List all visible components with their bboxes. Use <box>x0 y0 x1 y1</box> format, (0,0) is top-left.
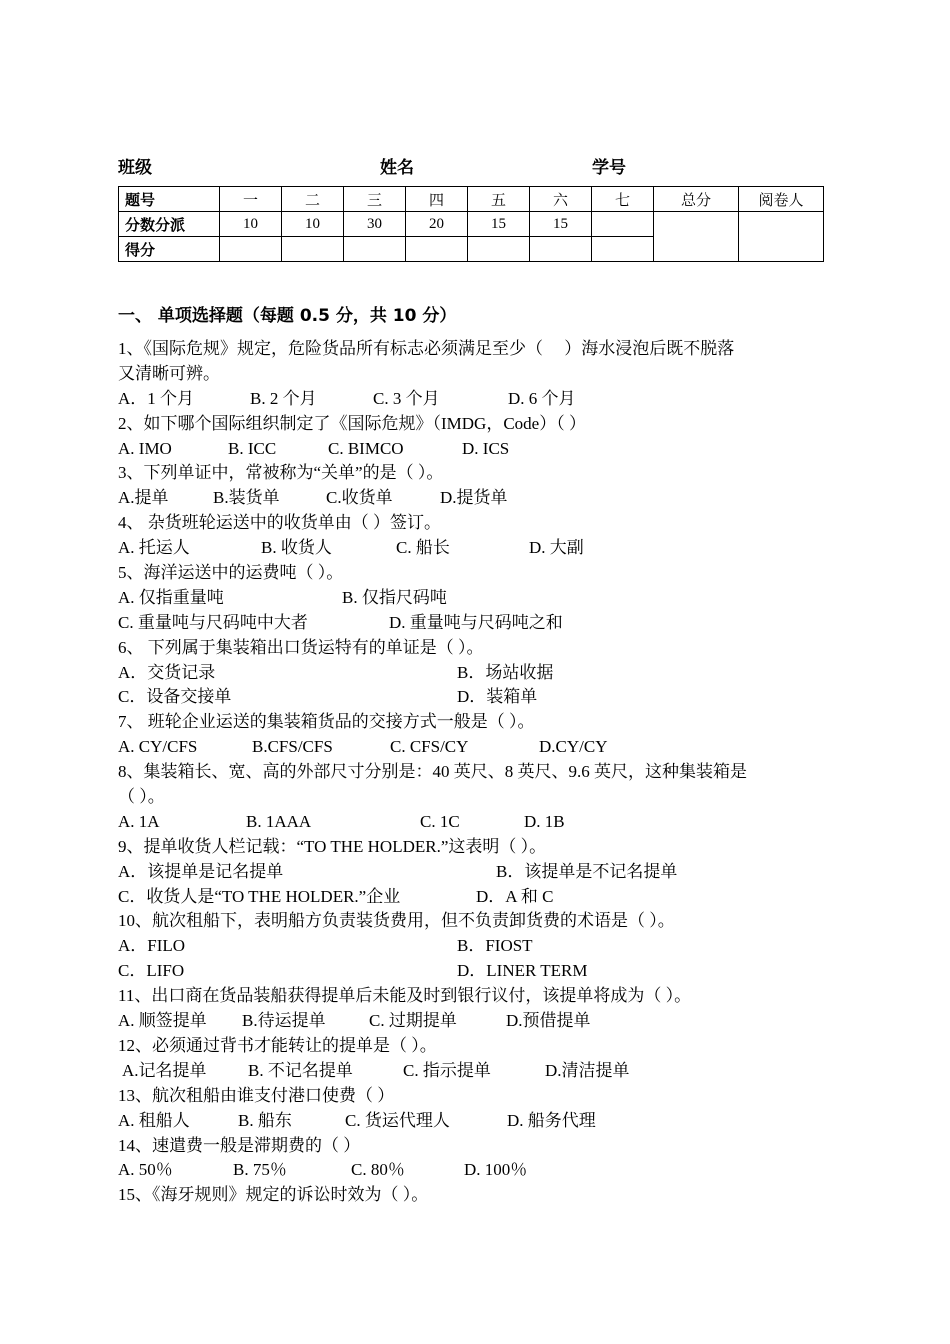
section-title: 一、 单项选择题（每题 0.5 分，共 10 分） <box>118 306 457 326</box>
score-table-header-row <box>119 187 824 212</box>
points-cell: 10 <box>282 212 344 237</box>
student-info-row <box>118 153 838 177</box>
option: A. CY/CFS <box>118 737 198 757</box>
option-row <box>118 536 838 561</box>
earned-label: 得分 <box>119 237 220 262</box>
question-text: 15、《海牙规则》规定的诉讼时效为（ ）。 <box>118 1185 429 1205</box>
column-header: 三 <box>344 187 406 212</box>
option-row <box>118 934 838 959</box>
option-row <box>118 1009 838 1034</box>
option: D.提货单 <box>440 488 508 508</box>
option: C. 80％ <box>351 1160 405 1180</box>
column-header: 六 <box>530 187 592 212</box>
option: C. 3 个月 <box>373 388 440 408</box>
column-header: 七 <box>592 187 654 212</box>
question-text: 6、 下列属于集装箱出口货运特有的单证是（ ）。 <box>118 637 484 657</box>
column-header: 四 <box>406 187 468 212</box>
points-cell: 10 <box>220 212 282 237</box>
option-row <box>118 1109 838 1134</box>
option: C. CFS/CY <box>390 737 469 757</box>
class-label: 班级 <box>118 158 152 178</box>
student-id-label: 学号 <box>592 158 626 178</box>
option-row <box>118 860 838 885</box>
option: A. 顺签提单 <box>118 1011 207 1031</box>
points-cell: 30 <box>344 212 406 237</box>
option-row <box>118 586 838 611</box>
earned-cell <box>406 237 468 262</box>
column-header: 一 <box>220 187 282 212</box>
score-table-points-row <box>119 212 824 237</box>
option-row <box>118 1158 838 1183</box>
option: D.预借提单 <box>506 1011 591 1031</box>
question-text: 9、提单收货人栏记载：“TO THE HOLDER.”这表明（ ）。 <box>118 836 547 856</box>
option-row <box>118 611 838 636</box>
question-list <box>118 337 838 1208</box>
earned-cell <box>592 237 654 262</box>
option-row <box>118 735 838 760</box>
option: D.清洁提单 <box>545 1060 630 1080</box>
option: D．LINER TERM <box>457 961 588 981</box>
option: C. 过期提单 <box>369 1011 457 1031</box>
option: C．设备交接单 <box>118 687 232 707</box>
option: B. 75％ <box>233 1160 287 1180</box>
column-header: 五 <box>468 187 530 212</box>
option: B.待运提单 <box>242 1011 326 1031</box>
option: A．交货记录 <box>118 662 216 682</box>
question-text: 10、航次租船下，表明船方负责装货费用，但不负责卸货费的术语是（ ）。 <box>118 911 675 931</box>
points-cell: 20 <box>406 212 468 237</box>
option: A. 租船人 <box>118 1110 190 1130</box>
earned-cell <box>468 237 530 262</box>
option: B. 仅指尺码吨 <box>342 587 447 607</box>
option-row <box>118 959 838 984</box>
option-row <box>118 810 838 835</box>
option: A.记名提单 <box>122 1060 207 1080</box>
option: D．A 和 C <box>476 886 554 906</box>
option-row <box>118 486 838 511</box>
option-row <box>118 1059 838 1084</box>
points-cell: 15 <box>468 212 530 237</box>
option: B.CFS/CFS <box>252 737 333 757</box>
option: B.装货单 <box>213 488 280 508</box>
option: D. 重量吨与尺码吨之和 <box>389 612 563 632</box>
option: B．该提单是不记名提单 <box>496 861 678 881</box>
option: C. 重量吨与尺码吨中大者 <box>118 612 308 632</box>
earned-cell <box>282 237 344 262</box>
option: D. 大副 <box>529 538 584 558</box>
option: B．FIOST <box>457 936 533 956</box>
option: C. 1C <box>420 811 460 831</box>
option: C．收货人是“TO THE HOLDER.”企业 <box>118 886 401 906</box>
question-text: 5、海洋运送中的运费吨（ ）。 <box>118 563 344 583</box>
question-text: 13、航次租船由谁支付港口使费（ ） <box>118 1085 395 1105</box>
option: D.CY/CY <box>539 737 608 757</box>
points-label: 分数分派 <box>119 212 220 237</box>
question-text: 12、必须通过背书才能转让的提单是（ ）。 <box>118 1035 437 1055</box>
option: D. 船务代理 <box>507 1110 596 1130</box>
column-header: 二 <box>282 187 344 212</box>
option: D. ICS <box>462 438 510 458</box>
option: A. 仅指重量吨 <box>118 587 224 607</box>
points-cell <box>592 212 654 237</box>
question-text: 11、出口商在货品装船获得提单后未能及时到银行议付，该提单将成为（ ）。 <box>118 986 692 1006</box>
question-text: 14、速遣费一般是滞期费的（ ） <box>118 1135 361 1155</box>
option: A．FILO <box>118 936 186 956</box>
score-table <box>118 186 824 262</box>
option-row <box>118 437 838 462</box>
question-text: 7、 班轮企业运送的集装箱货品的交接方式一般是（ ）。 <box>118 712 535 732</box>
option: A．该提单是记名提单 <box>118 861 284 881</box>
question-text: 4、 杂货班轮运送中的收货单由（ ）签订。 <box>118 513 441 533</box>
option: C. 指示提单 <box>403 1060 491 1080</box>
option-row <box>118 885 838 910</box>
option: C.收货单 <box>326 488 393 508</box>
total-score-cell <box>654 212 739 262</box>
option: D．装箱单 <box>457 687 538 707</box>
earned-cell <box>220 237 282 262</box>
option: A. IMO <box>118 438 172 458</box>
option: C. 船长 <box>396 538 450 558</box>
question-text: 又清晰可辨。 <box>118 363 220 383</box>
option-row <box>118 661 838 686</box>
option: A. 托运人 <box>118 538 190 558</box>
grader-cell <box>739 212 824 262</box>
option: B．场站收据 <box>457 662 554 682</box>
option-row <box>118 387 838 412</box>
option: A. 50％ <box>118 1160 173 1180</box>
question-text: 1、《国际危规》规定，危险货品所有标志必须满足至少（ ）海水浸泡后既不脱落 <box>118 339 735 358</box>
option: B. 2 个月 <box>250 388 317 408</box>
total-score-header: 总分 <box>654 187 739 212</box>
option: B. 1AAA <box>246 811 312 831</box>
earned-cell <box>344 237 406 262</box>
option: A.提单 <box>118 488 169 508</box>
option: D. 100％ <box>464 1160 528 1180</box>
question-number-label: 题号 <box>119 187 220 212</box>
points-cell: 15 <box>530 212 592 237</box>
option: C．LIFO <box>118 961 185 981</box>
question-text: 3、下列单证中，常被称为“关单”的是（ ）。 <box>118 463 444 483</box>
grader-header: 阅卷人 <box>739 187 824 212</box>
option: A．1 个月 <box>118 388 195 408</box>
option-row <box>118 685 838 710</box>
name-label: 姓名 <box>380 158 414 178</box>
earned-cell <box>530 237 592 262</box>
option: C. 货运代理人 <box>345 1110 450 1130</box>
option: D. 1B <box>524 811 565 831</box>
option: B. ICC <box>228 438 277 458</box>
option: B. 不记名提单 <box>248 1060 353 1080</box>
option: B. 船东 <box>238 1110 292 1130</box>
option: A. 1A <box>118 811 160 831</box>
option: B. 收货人 <box>261 538 332 558</box>
option: C. BIMCO <box>328 438 404 458</box>
question-text: 2、如下哪个国际组织制定了《国际危规》（IMDG，Code）（ ） <box>118 413 586 433</box>
option: D. 6 个月 <box>508 388 576 408</box>
question-text: 8、集装箱长、宽、高的外部尺寸分别是：40 英尺、8 英尺、9.6 英尺，这种集装箱是 <box>118 762 747 782</box>
question-text: （ ）。 <box>118 787 165 807</box>
